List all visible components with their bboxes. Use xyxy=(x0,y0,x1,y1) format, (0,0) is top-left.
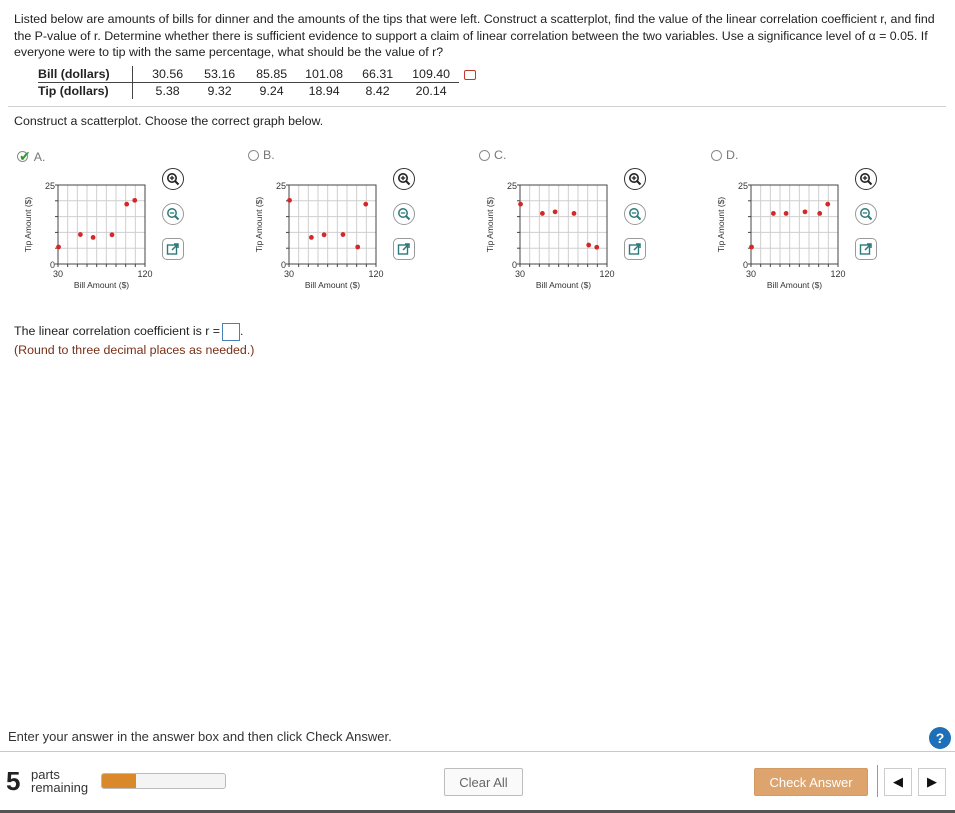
data-point xyxy=(322,232,327,237)
answer-section xyxy=(14,322,254,360)
x-tick-label: 120 xyxy=(830,269,846,279)
answer-suffix: . xyxy=(240,324,244,338)
triangle-left-icon: ◀ xyxy=(893,774,903,789)
y-tick-label: 25 xyxy=(506,181,517,191)
bill-label: Bill (dollars) xyxy=(38,66,132,83)
bill-cell: 53.16 xyxy=(193,66,247,83)
data-point xyxy=(518,202,523,207)
data-point xyxy=(363,202,368,207)
x-tick-label: 120 xyxy=(137,269,153,279)
data-point xyxy=(803,209,808,214)
tip-cell: 20.14 xyxy=(415,84,447,98)
radio-c[interactable] xyxy=(479,150,490,161)
zoom-in-button[interactable] xyxy=(855,168,877,190)
data-point xyxy=(771,211,776,216)
x-axis-label: Bill Amount ($) xyxy=(535,280,592,290)
bill-cell: 101.08 xyxy=(297,66,352,83)
data-point xyxy=(553,209,558,214)
instruction-text: Construct a scatterplot. Choose the correct graph below. xyxy=(14,114,324,128)
tip-cell: 5.38 xyxy=(132,83,193,100)
y-tick-label: 0 xyxy=(49,260,55,270)
zoom-in-button[interactable] xyxy=(393,168,415,190)
data-point xyxy=(110,232,115,237)
answer-prefix: The linear correlation coefficient is r = xyxy=(14,324,221,338)
progress-bar xyxy=(101,773,226,789)
expand-icon xyxy=(859,242,873,256)
option-c-label: C. xyxy=(494,148,507,162)
data-point xyxy=(784,211,789,216)
option-b[interactable] xyxy=(248,148,275,162)
radio-b[interactable] xyxy=(248,150,259,161)
data-point xyxy=(586,243,591,248)
data-point xyxy=(132,198,137,203)
progress-fill xyxy=(102,774,136,788)
bill-cell: 66.31 xyxy=(352,66,404,83)
data-point xyxy=(355,245,360,250)
check-answer-button[interactable]: Check Answer xyxy=(754,768,868,796)
y-tick-label: 25 xyxy=(737,181,748,191)
y-axis-label: Tip Amount ($) xyxy=(485,196,495,253)
scatterplot-c xyxy=(484,172,664,302)
y-tick-label: 25 xyxy=(275,181,286,191)
x-axis-label: Bill Amount ($) xyxy=(73,280,130,290)
zoom-out-button[interactable] xyxy=(162,203,184,225)
data-point xyxy=(594,245,599,250)
y-tick-label: 0 xyxy=(511,260,517,270)
data-point xyxy=(78,232,83,237)
zoom-out-icon xyxy=(859,207,873,221)
zoom-out-button[interactable] xyxy=(393,203,415,225)
y-axis-label: Tip Amount ($) xyxy=(23,196,33,253)
tip-label: Tip (dollars) xyxy=(38,84,109,98)
nav-separator xyxy=(877,765,878,797)
zoom-in-button[interactable] xyxy=(162,168,184,190)
copy-data-icon[interactable] xyxy=(464,70,476,80)
help-button[interactable]: ? xyxy=(929,727,951,749)
plot-frame xyxy=(751,185,838,264)
y-tick-label: 0 xyxy=(280,260,286,270)
x-axis-label: Bill Amount ($) xyxy=(766,280,823,290)
expand-graph-button[interactable] xyxy=(624,238,646,260)
tip-cell: 18.94 xyxy=(308,84,340,98)
expand-icon xyxy=(166,242,180,256)
expand-icon xyxy=(397,242,411,256)
y-tick-label: 0 xyxy=(742,260,748,270)
y-axis-label: Tip Amount ($) xyxy=(254,196,264,253)
checkmark-icon: ✔ xyxy=(19,148,31,164)
zoom-in-button[interactable] xyxy=(624,168,646,190)
data-point xyxy=(287,198,292,203)
x-tick-label: 30 xyxy=(514,269,526,279)
x-tick-label: 120 xyxy=(599,269,615,279)
zoom-in-icon xyxy=(166,172,180,186)
tip-cell: 8.42 xyxy=(365,84,390,98)
y-axis-label: Tip Amount ($) xyxy=(716,196,726,253)
data-point xyxy=(309,235,314,240)
parts-remaining-count: 5 xyxy=(6,766,21,796)
bill-cell: 109.40 xyxy=(404,66,459,83)
zoom-out-button[interactable] xyxy=(855,203,877,225)
data-point xyxy=(540,211,545,216)
data-point xyxy=(572,211,577,216)
scatterplot-c-svg xyxy=(484,172,664,302)
divider xyxy=(8,106,946,107)
data-point xyxy=(56,245,61,250)
tip-cell: 9.24 xyxy=(259,84,284,98)
zoom-in-icon xyxy=(628,172,642,186)
triangle-right-icon: ▶ xyxy=(927,774,937,789)
option-c[interactable] xyxy=(479,148,506,162)
option-a-label: A. xyxy=(33,149,46,164)
x-tick-label: 30 xyxy=(52,269,64,279)
x-tick-label: 30 xyxy=(745,269,757,279)
option-d[interactable] xyxy=(711,148,738,162)
scatterplot-a xyxy=(22,172,202,302)
option-a[interactable] xyxy=(17,148,45,165)
footer-instruction: Enter your answer in the answer box and then click Check Answer. xyxy=(8,729,392,744)
radio-d[interactable] xyxy=(711,150,722,161)
data-point xyxy=(91,235,96,240)
y-tick-label: 25 xyxy=(44,181,55,191)
option-d-label: D. xyxy=(726,148,739,162)
x-axis-label: Bill Amount ($) xyxy=(304,280,361,290)
zoom-out-icon xyxy=(397,207,411,221)
scatterplot-d xyxy=(715,172,895,302)
data-point xyxy=(817,211,822,216)
scatterplot-d-svg xyxy=(715,172,895,302)
plot-frame xyxy=(289,185,376,264)
next-question-button[interactable] xyxy=(918,768,946,796)
question-text: Listed below are amounts of bills for dinner and the amounts of the tips that were left. Construct a scatterplot, find the value of the linear correlation coefficient r, and find the P-value of r. Determine whether there is sufficient evidence to support a claim of linear correlation between the two variables. Use a significance level of α = 0.05. If everyone were to tip with the same percentage, what should be the value of r? xyxy=(14,12,935,59)
scatterplot-b xyxy=(253,172,433,302)
option-b-label: B. xyxy=(263,148,275,162)
data-point xyxy=(124,202,129,207)
footer-divider xyxy=(0,751,955,752)
zoom-out-icon xyxy=(166,207,180,221)
zoom-out-icon xyxy=(628,207,642,221)
round-note: (Round to three decimal places as needed.) xyxy=(14,343,255,357)
clear-all-button[interactable]: Clear All xyxy=(444,768,523,796)
scatterplot-a-svg xyxy=(22,172,202,302)
x-tick-label: 30 xyxy=(283,269,295,279)
answer-input[interactable] xyxy=(222,323,240,341)
parts-label-line2: remaining xyxy=(31,780,89,795)
expand-icon xyxy=(628,242,642,256)
tip-cell: 9.32 xyxy=(207,84,232,98)
data-point xyxy=(825,202,830,207)
expand-graph-button[interactable] xyxy=(855,238,877,260)
tip-row xyxy=(38,83,459,100)
expand-graph-button[interactable] xyxy=(393,238,415,260)
data-point xyxy=(341,232,346,237)
zoom-in-icon xyxy=(859,172,873,186)
plot-frame xyxy=(520,185,607,264)
answer-line xyxy=(14,322,254,341)
bill-cell: 30.56 xyxy=(132,66,193,83)
data-point xyxy=(749,245,754,250)
bill-row xyxy=(38,66,459,83)
previous-question-button[interactable] xyxy=(884,768,912,796)
zoom-in-icon xyxy=(397,172,411,186)
data-table xyxy=(38,66,459,99)
parts-remaining-label xyxy=(31,768,88,794)
zoom-out-button[interactable] xyxy=(624,203,646,225)
expand-graph-button[interactable] xyxy=(162,238,184,260)
bill-cell: 85.85 xyxy=(247,66,297,83)
scatterplot-b-svg xyxy=(253,172,433,302)
x-tick-label: 120 xyxy=(368,269,384,279)
plot-frame xyxy=(58,185,145,264)
parts-label-line1: parts xyxy=(31,767,60,782)
